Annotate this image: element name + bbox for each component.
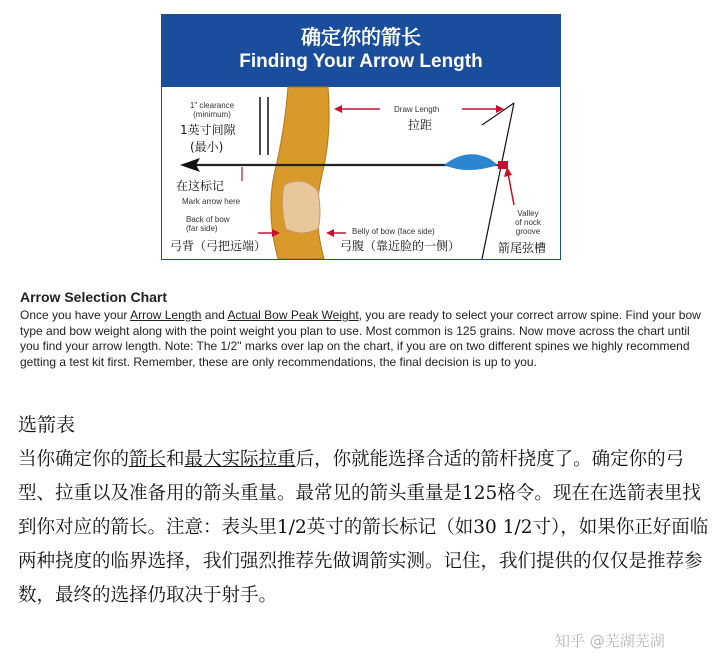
clearance-label-cn: 1英寸间隙: [180, 123, 236, 137]
translation-body: [18, 443, 718, 613]
diagram-title-en: Finding Your Arrow Length: [239, 51, 483, 72]
belly-of-bow-label-en: Belly of bow (face side): [352, 227, 435, 236]
arrow-length-diagram: [161, 14, 561, 260]
translation-text-1: 当你确定你的: [18, 449, 130, 470]
bow-grip: [282, 181, 320, 233]
draw-length-label-en: Draw Length: [394, 105, 440, 114]
fletching: [444, 154, 498, 170]
valley-label-cn: 箭尾弦槽: [498, 241, 547, 255]
arrow-length-term-cn: 箭长: [129, 449, 167, 470]
valley-label-en: Valley of nock groove: [515, 209, 541, 236]
bow-peak-weight-term: Actual Bow Peak Weight: [227, 308, 359, 322]
chart-text-rest: , you are ready to select your correct arrow spine. Find your bow type and bow weight along with the point weight you plan to use. Most common is 125 grains. Now move across the chart until you find your arrow length. Note: The 1/2" marks over lap on the chart, if you are on two different spines we highly recommend getting a test kit first. Remember, these are only recommendations, the final decision is up to you.: [20, 308, 701, 369]
back-of-bow-label-en: Back of bow (far side): [186, 215, 230, 233]
translation-text-2: 和: [166, 449, 185, 470]
chart-text-start: Once you have your: [20, 308, 131, 322]
clearance-label-cn-sub: (最小): [190, 140, 224, 154]
diagram-title-cn: 确定你的箭长: [301, 25, 421, 49]
peak-weight-term-cn: 最大实际拉重: [184, 449, 296, 470]
clearance-label-en: 1" clearance (minimum): [189, 101, 235, 119]
mark-arrow-label-en: Mark arrow here: [182, 197, 241, 206]
chart-description: [20, 308, 710, 370]
mark-arrow-label-cn: 在这标记: [176, 179, 225, 193]
nock: [498, 161, 508, 169]
translation-title: 选箭表: [18, 414, 76, 436]
translation-text-3: 后，你就能选择合适的箭杆挠度了。确定你的弓型、拉重以及准备用的箭头重量。最常见的箭头重量是125格令。现在在选箭表里找到你对应的箭长。注意：表头里1/2英寸的箭长标记（如30 1/2寸），如果你正好面临两种挠度的临界选择，我们强烈推荐先做调箭实测。记住，我们提供的仅仅是推荐参数，最终的选择仍取决于射手。: [18, 449, 709, 606]
belly-of-bow-label-cn: 弓腹（靠近脸的一侧）: [340, 239, 461, 253]
back-of-bow-label-cn: 弓背（弓把远端）: [170, 239, 267, 253]
chart-text-and: and: [201, 308, 228, 322]
zhihu-watermark: 知乎 @芜湖芜湖: [555, 632, 665, 650]
draw-length-label-cn: 拉距: [408, 118, 433, 132]
arrow-length-term: Arrow Length: [130, 308, 202, 322]
chart-title: Arrow Selection Chart: [20, 289, 168, 305]
